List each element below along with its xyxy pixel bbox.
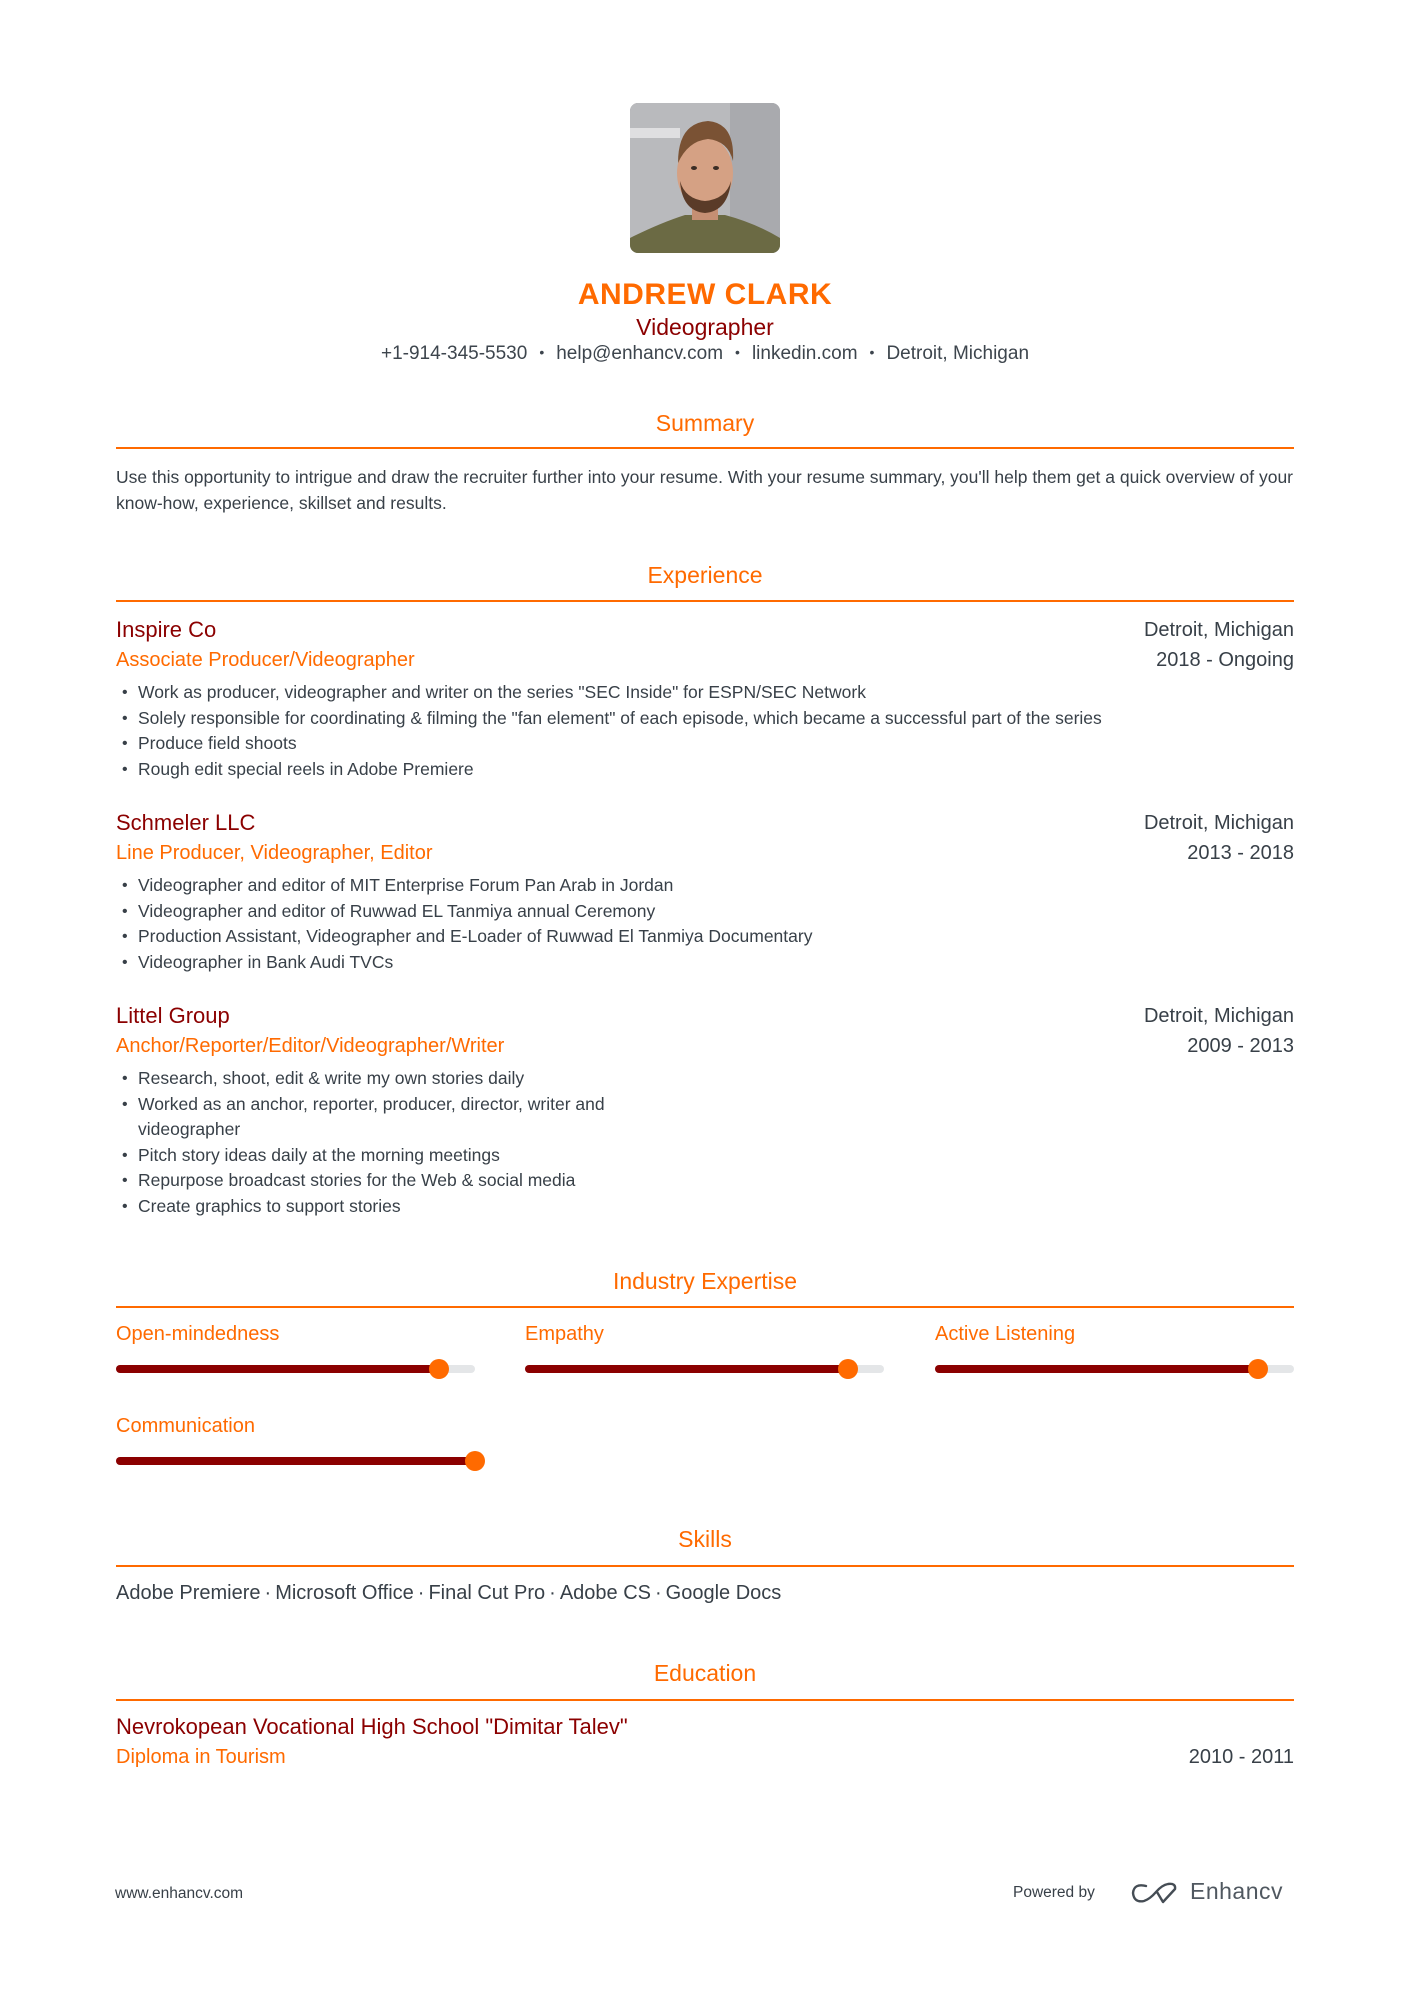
- skill-item: Adobe Premiere: [116, 1582, 261, 1604]
- skill-item: Google Docs: [665, 1582, 782, 1604]
- job-location: Detroit, Michigan: [1143, 619, 1294, 641]
- bullet-item: • Rough edit special reels in Adobe Premiere: [116, 757, 1294, 783]
- section-title-skills: Skills: [678, 1526, 732, 1552]
- expertise-slider-fill: [116, 1457, 475, 1465]
- separator-dot: ·: [549, 1582, 556, 1604]
- skill-item: Final Cut Pro: [428, 1582, 546, 1604]
- expertise-slider-track: [116, 1457, 475, 1465]
- expertise-label: Empathy: [525, 1323, 604, 1345]
- section-divider: [116, 447, 1294, 449]
- separator-dot: ·: [264, 1582, 272, 1604]
- expertise-slider-knob: [429, 1359, 449, 1379]
- expertise-slider-knob: [1248, 1359, 1268, 1379]
- bullet-item: • Solely responsible for coordinating & filming the "fan element" of each episode, which became a successful part of the series: [116, 706, 1294, 732]
- section-divider: [116, 1565, 1294, 1567]
- skill-item: Adobe CS: [559, 1582, 651, 1604]
- bullet-item: • Research, shoot, edit & write my own stories daily: [116, 1066, 676, 1092]
- job-location: Detroit, Michigan: [1143, 812, 1294, 834]
- separator-dot: •: [869, 344, 875, 360]
- education-dates: 2010 - 2011: [1188, 1746, 1294, 1768]
- expertise-slider-track: [525, 1365, 884, 1373]
- expertise-slider-track: [935, 1365, 1294, 1373]
- experience-entry: [116, 615, 1294, 782]
- powered-by-label: Powered by: [1013, 1884, 1095, 1901]
- contact-phone: +1-914-345-5530: [380, 343, 528, 364]
- experience-entry: [116, 808, 1294, 975]
- expertise-item: [116, 1320, 475, 1373]
- contact-row: [0, 343, 1410, 365]
- section-divider: [116, 1306, 1294, 1308]
- job-role: Line Producer, Videographer, Editor: [116, 842, 433, 864]
- company-name: Schmeler LLC: [116, 810, 256, 835]
- enhancv-brand[interactable]: Enhancv: [1190, 1878, 1284, 1904]
- avatar-icon: [630, 103, 780, 253]
- job-bullets: [116, 873, 1294, 975]
- expertise-slider-fill: [935, 1365, 1258, 1373]
- contact-location: Detroit, Michigan: [886, 343, 1030, 364]
- bullet-item: • Videographer and editor of MIT Enterprise Forum Pan Arab in Jordan: [116, 873, 1294, 899]
- expertise-slider-knob: [838, 1359, 858, 1379]
- section-divider: [116, 1699, 1294, 1701]
- job-dates: 2009 - 2013: [1187, 1035, 1294, 1057]
- company-name: Inspire Co: [116, 617, 217, 642]
- bullet-item: • Repurpose broadcast stories for the Web & social media: [116, 1168, 676, 1194]
- bullet-item: • Create graphics to support stories: [116, 1194, 676, 1220]
- section-title-experience: Experience: [647, 562, 763, 588]
- job-bullets: [116, 680, 1294, 782]
- expertise-label: Active Listening: [935, 1323, 1076, 1345]
- contact-linkedin[interactable]: linkedin.com: [751, 343, 858, 364]
- skill-item: Microsoft Office: [275, 1582, 414, 1604]
- job-role: Anchor/Reporter/Editor/Videographer/Writer: [116, 1035, 505, 1057]
- company-name: Littel Group: [116, 1003, 230, 1028]
- school-name: Nevrokopean Vocational High School "Dimitar Talev": [116, 1714, 628, 1739]
- bullet-item: • Production Assistant, Videographer and E-Loader of Ruwwad El Tanmiya Documentary: [116, 924, 1294, 950]
- enhancv-logo-icon: [1130, 1880, 1180, 1906]
- expertise-slider-fill: [116, 1365, 439, 1373]
- expertise-label: Open-mindedness: [116, 1323, 280, 1345]
- education-entry: [116, 1712, 1294, 1773]
- section-title-expertise: Industry Expertise: [612, 1268, 798, 1294]
- experience-entry: [116, 1001, 1294, 1219]
- separator-dot: ·: [417, 1582, 425, 1604]
- section-title-education: Education: [653, 1660, 757, 1686]
- bullet-item: • Worked as an anchor, reporter, producer, director, writer and videographer: [116, 1092, 676, 1143]
- separator-dot: •: [735, 344, 740, 360]
- job-dates: 2013 - 2018: [1187, 842, 1294, 864]
- candidate-name: ANDREW CLARK: [577, 278, 833, 311]
- bullet-item: • Pitch story ideas daily at the morning meetings: [116, 1143, 676, 1169]
- expertise-label: Communication: [116, 1415, 255, 1437]
- bullet-item: • Produce field shoots: [116, 731, 1294, 757]
- section-divider: [116, 600, 1294, 602]
- job-dates: 2018 - Ongoing: [1156, 649, 1294, 671]
- summary-text: Use this opportunity to intrigue and draw the recruiter further into your resume. With your resume summary, you'll help them get a quick overview of your know-how, experience, skillset and results.: [116, 467, 1294, 513]
- expertise-item: [116, 1412, 475, 1465]
- degree: Diploma in Tourism: [116, 1746, 286, 1768]
- separator-dot: •: [539, 344, 545, 360]
- candidate-title: Videographer: [636, 314, 774, 340]
- expertise-slider-knob: [465, 1451, 485, 1471]
- expertise-item: [525, 1320, 884, 1373]
- job-role: Associate Producer/Videographer: [116, 649, 415, 671]
- bullet-item: • Videographer in Bank Audi TVCs: [116, 950, 1294, 976]
- job-bullets: [116, 1066, 676, 1219]
- job-location: Detroit, Michigan: [1143, 1005, 1294, 1027]
- footer-website-link[interactable]: www.enhancv.com: [115, 1885, 244, 1902]
- section-title-summary: Summary: [655, 410, 755, 436]
- bullet-item: • Work as producer, videographer and writer on the series "SEC Inside" for ESPN/SEC Network: [116, 680, 1294, 706]
- bullet-item: • Videographer and editor of Ruwwad EL Tanmiya annual Ceremony: [116, 899, 1294, 925]
- contact-email[interactable]: help@enhancv.com: [556, 343, 724, 364]
- separator-dot: ·: [655, 1582, 662, 1604]
- expertise-slider-fill: [525, 1365, 848, 1373]
- skills-list: [116, 1582, 781, 1605]
- profile-photo: [630, 103, 780, 253]
- expertise-item: [935, 1320, 1294, 1373]
- expertise-slider-track: [116, 1365, 475, 1373]
